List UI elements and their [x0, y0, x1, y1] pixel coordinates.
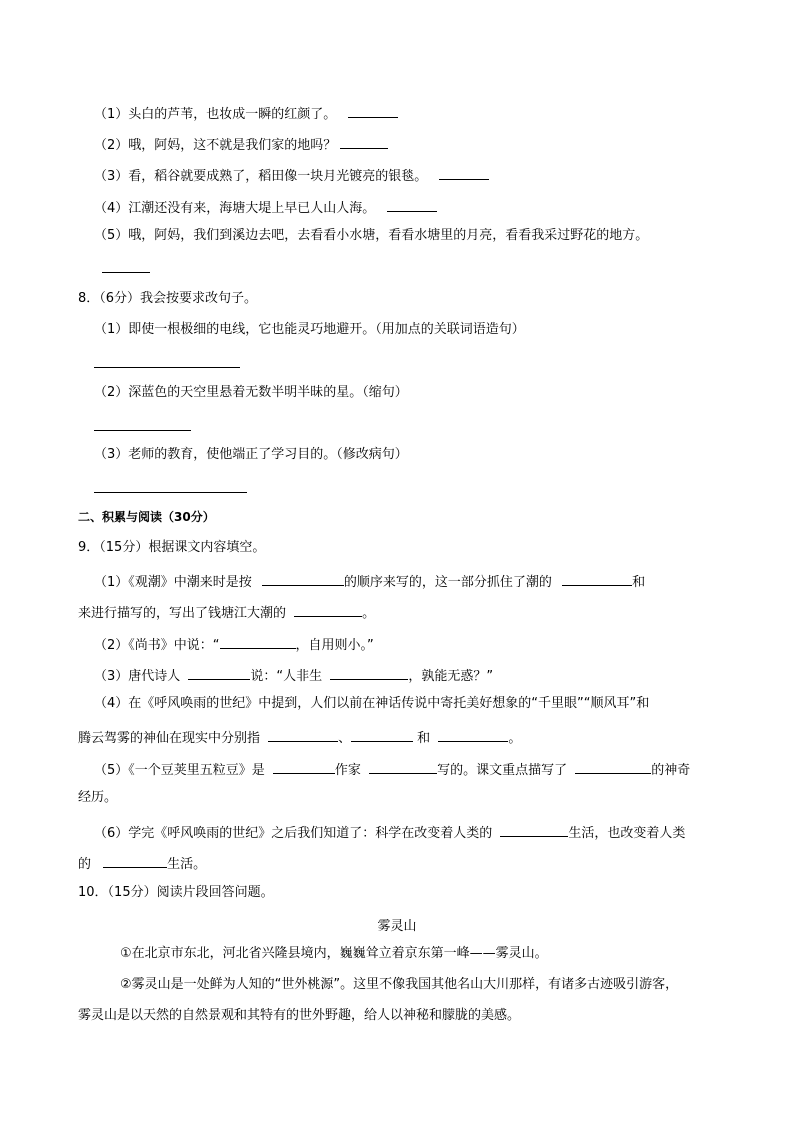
q9-line-1-cont: [78, 602, 375, 622]
answer-blank[interactable]: [188, 665, 250, 680]
text: 生活。: [167, 857, 207, 872]
text: 的: [78, 857, 92, 872]
text: 生活，也改变着人类: [568, 826, 686, 841]
q10-header: 10．（15分）阅读片段回答问题。: [78, 885, 274, 900]
text: ，自用则小。”: [295, 638, 374, 653]
q9-line-1: [94, 571, 645, 591]
q9-line-6-cont: [78, 853, 206, 873]
q8-item-2-answer-line[interactable]: [94, 430, 191, 431]
q9-header: 9．（15分）根据课文内容填空。: [78, 540, 266, 555]
q9-line-5-cont: 经历。: [78, 790, 118, 805]
answer-blank[interactable]: [351, 727, 413, 742]
text: 、: [338, 731, 352, 746]
text: ，孰能无惑？”: [408, 669, 494, 684]
answer-blank[interactable]: [500, 822, 568, 837]
q8-item-3: （3）老师的教育，使他端正了学习目的。（修改病句）: [94, 447, 408, 462]
answer-blank[interactable]: [262, 571, 344, 586]
answer-blank[interactable]: [575, 759, 651, 774]
q9-line-4-cont: [78, 727, 521, 747]
answer-blank[interactable]: [220, 634, 296, 649]
text: （4）在《呼风唤雨的世纪》中提到，人们以前在神话传说中寄托美好想象的“千里眼”“顺风耳”和: [94, 696, 650, 711]
q7-item-4-text: （4）江潮还没有来，海塘大堤上早已人山人海。: [94, 201, 376, 216]
q9-line-3: [94, 665, 493, 685]
answer-blank[interactable]: [340, 134, 388, 149]
q7-item-5-answer-line[interactable]: [102, 272, 150, 273]
q9-line-4: [94, 696, 649, 712]
passage-paragraph-1: ①在北京市东北，河北省兴隆县境内，巍巍耸立着京东第一峰——雾灵山。: [120, 946, 548, 961]
passage-paragraph-2-cont: 雾灵山是以天然的自然景观和其特有的世外野趣，给人以神秘和朦胧的美感。: [78, 1008, 521, 1023]
text: 和: [417, 731, 431, 746]
q9-line-5: [94, 759, 690, 779]
answer-blank[interactable]: [273, 759, 335, 774]
text: （3）唐代诗人: [94, 669, 181, 684]
q8-item-1: （1）即使一根极细的电线，它也能灵巧地避开。（用加点的关联词语造句）: [94, 322, 525, 337]
q8-item-3-answer-line[interactable]: [94, 492, 247, 493]
text: 写的。课文重点描写了: [437, 763, 568, 778]
text: 说：“人非生: [250, 669, 323, 684]
text: （5）《一个豆荚里五粒豆》是: [94, 763, 265, 778]
passage-paragraph-2: ②雾灵山是一处鲜为人知的“世外桃源”。这里不像我国其他名山大川那样，有诸多古迹吸引游客，: [120, 977, 679, 992]
answer-blank[interactable]: [438, 727, 508, 742]
q7-item-1-text: （1）头白的芦苇，也妆成一瞬的红颜了。: [94, 107, 337, 122]
q7-item-4: [94, 197, 437, 217]
answer-blank[interactable]: [387, 197, 437, 212]
q7-item-5-text: （5）哦，阿妈，我们到溪边去吧，去看看小水塘，看看水塘里的月亮，看看我采过野花的地方。: [94, 228, 649, 243]
text: 。: [508, 731, 522, 746]
answer-blank[interactable]: [439, 165, 489, 180]
answer-blank[interactable]: [369, 759, 437, 774]
text: 腾云驾雾的神仙在现实中分别指: [78, 731, 261, 746]
q7-item-2: [94, 134, 388, 154]
text: 的神奇: [651, 763, 691, 778]
q8-header: 8．（6分）我会按要求改句子。: [78, 291, 258, 306]
q7-item-5: [94, 228, 648, 244]
text: 来进行描写的，写出了钱塘江大潮的: [78, 606, 287, 621]
answer-blank[interactable]: [330, 665, 408, 680]
q7-item-2-text: （2）哦，阿妈，这不就是我们家的地吗？: [94, 138, 337, 153]
answer-blank[interactable]: [103, 853, 167, 868]
q8-item-1-answer-line[interactable]: [94, 367, 240, 368]
text: （6）学完《呼风唤雨的世纪》之后我们知道了：科学在改变着人类的: [94, 826, 493, 841]
answer-blank[interactable]: [294, 602, 362, 617]
text: （2）《尚书》中说：“: [94, 638, 220, 653]
text: 的顺序来写的，这一部分抓住了潮的: [343, 575, 552, 590]
q7-item-1: [94, 103, 398, 123]
q9-line-2: [94, 634, 374, 654]
q7-item-3-text: （3）看，稻谷就要成熟了，稻田像一块月光镀亮的银毯。: [94, 169, 428, 184]
section-heading: 二、积累与阅读（30分）: [78, 510, 215, 524]
q8-item-2: （2）深蓝色的天空里悬着无数半明半昧的星。（缩句）: [94, 385, 408, 400]
answer-blank[interactable]: [348, 103, 398, 118]
text: 。: [362, 606, 376, 621]
text: （1）《观潮》中潮来时是按: [94, 575, 252, 590]
answer-blank[interactable]: [562, 571, 632, 586]
passage-title: 雾灵山: [377, 919, 417, 934]
q7-item-3: [94, 165, 489, 185]
text: 作家: [334, 763, 361, 778]
answer-blank[interactable]: [268, 727, 338, 742]
q9-line-6: [94, 822, 685, 842]
text: 和: [632, 575, 646, 590]
